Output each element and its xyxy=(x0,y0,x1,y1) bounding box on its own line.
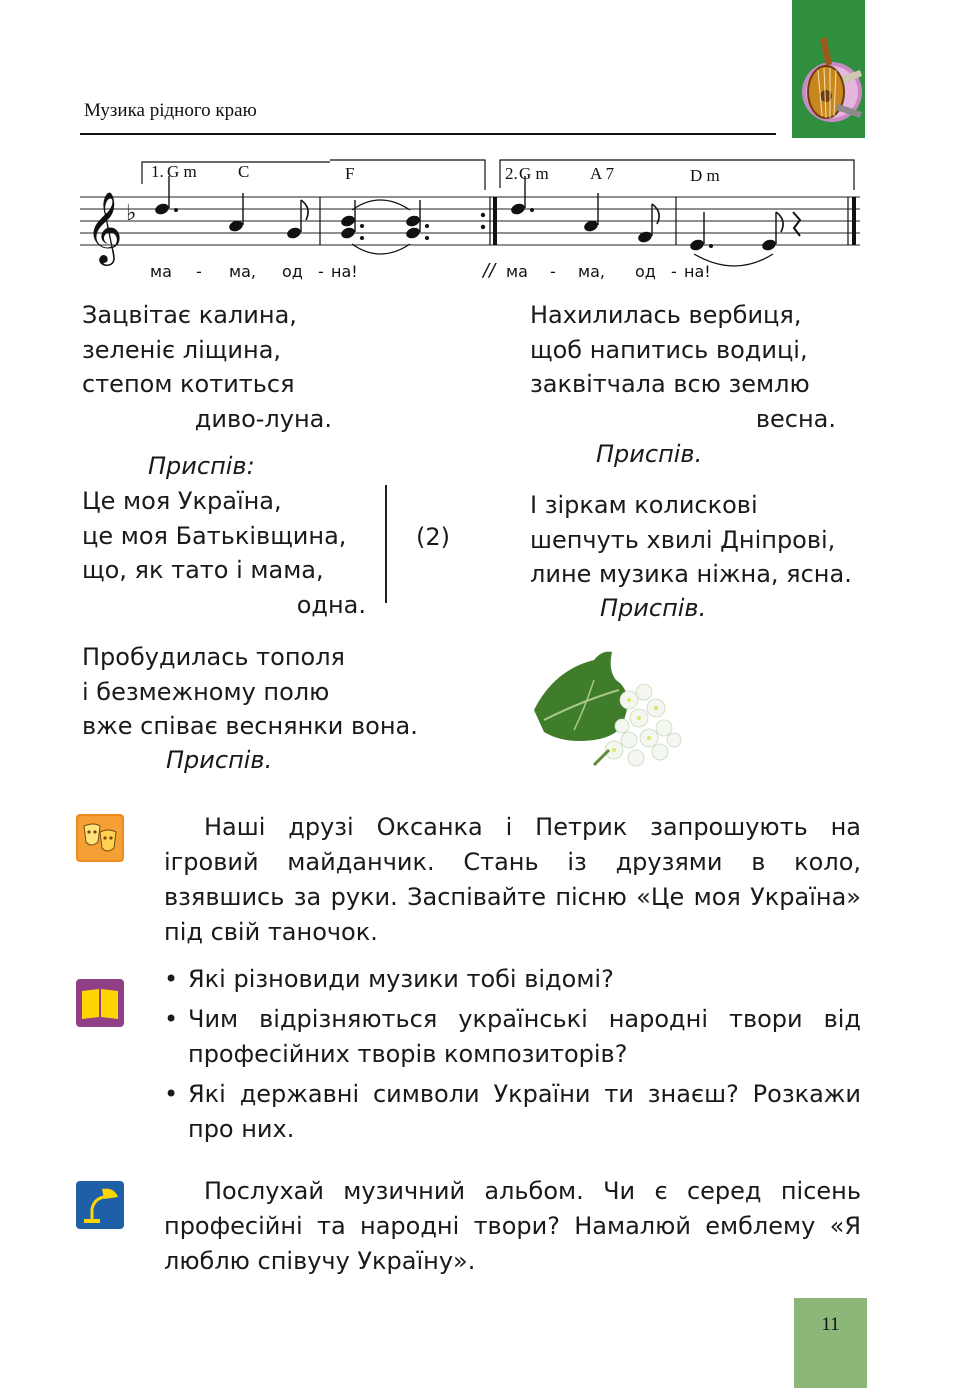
viburnum-flower-icon xyxy=(524,640,694,780)
lyric-syllable: од xyxy=(635,262,656,281)
corner-badge xyxy=(792,0,865,138)
chorus-line: що, як тато і мама, xyxy=(82,556,324,584)
chord-f: F xyxy=(345,164,355,183)
chord-a7: A 7 xyxy=(590,164,615,183)
page-header-title: Музика рідного краю xyxy=(84,100,257,121)
homework-text: Послухай музичний альбом. Чи є серед пісень професійні та народні твори? Намалюй емблему «Я люблю співучу Україну». xyxy=(164,1177,861,1275)
bandura-icon xyxy=(792,0,865,138)
verse-line: І зіркам колискові xyxy=(530,491,758,519)
verse-line: щоб напитись водиці, xyxy=(530,335,808,364)
questions-list xyxy=(164,962,861,1147)
lamp-icon xyxy=(74,1179,126,1231)
verse-3 xyxy=(530,488,890,592)
volta-2-label: 2. xyxy=(505,164,518,183)
chorus-block xyxy=(82,484,366,622)
chorus-reference: Приспів. xyxy=(596,440,703,468)
lyric-syllable: ма xyxy=(150,262,172,281)
chord-dm: D m xyxy=(690,166,720,185)
verse-line: і безмежному полю xyxy=(82,677,330,706)
chorus-line: Це моя Україна, xyxy=(82,487,282,515)
treble-clef-icon: 𝄞 xyxy=(86,190,123,263)
header-divider xyxy=(80,133,776,135)
lyric-syllable: - xyxy=(196,262,202,281)
verse-line: вже співає веснянки вона. xyxy=(82,712,418,740)
verse-line: Нахилилась вербиця, xyxy=(530,301,802,329)
lyric-syllable: - xyxy=(318,262,324,281)
chord-gm-1: G m xyxy=(167,162,197,181)
verse-line: зеленіє ліщина, xyxy=(82,335,282,364)
verse-1 xyxy=(82,298,332,436)
verse-line: Зацвітає калина, xyxy=(82,301,297,329)
volta-1-label: 1. xyxy=(151,162,164,181)
page-number-box xyxy=(794,1298,867,1388)
verse-line: Пробудилась тополя xyxy=(82,643,345,671)
repeat-bracket xyxy=(385,485,387,603)
lyric-syllable: ма, xyxy=(578,262,605,281)
lyric-syllable: - xyxy=(550,262,556,281)
list-item: • Які різновиди музики тобі відомі? xyxy=(164,965,614,993)
activity-text: Наші друзі Оксанка і Петрик запрошують на ігровий майданчик. Стань із друзями в коло, взявшись за руки. Заспівайте пісню «Це моя Україна» під свій таночок. xyxy=(164,813,861,946)
list-item: • Чим відрізняються українські народні твори від професійних творів композиторів? xyxy=(164,1005,861,1068)
verse-4 xyxy=(82,640,462,744)
verse-2 xyxy=(530,298,836,436)
verse-line: степом котиться xyxy=(82,370,295,398)
verse-line: весна. xyxy=(755,404,836,433)
chord-gm-2: G m xyxy=(519,164,549,183)
book-icon xyxy=(74,977,126,1029)
verse-line: заквітчала всю землю xyxy=(530,370,810,398)
lyric-syllable: на! xyxy=(331,262,358,281)
flat-sign-icon: ♭ xyxy=(126,201,137,226)
lyric-syllable: - xyxy=(671,262,677,281)
page-number: 11 xyxy=(821,1314,840,1335)
verse-line: шепчуть хвилі Дніпрові, xyxy=(530,525,836,554)
verse-line: лине музика ніжна, ясна. xyxy=(530,560,852,588)
chorus-reference: Приспів. xyxy=(166,746,273,774)
repeat-count: (2) xyxy=(416,523,450,551)
lyric-syllable: ма xyxy=(506,262,528,281)
theatre-masks-icon xyxy=(74,812,126,864)
lyric-repeat-mark: // xyxy=(483,260,496,281)
lyric-syllable: на! xyxy=(684,262,711,281)
chorus-label: Приспів: xyxy=(148,452,255,480)
verse-line: диво-луна. xyxy=(194,404,332,433)
chorus-line: одна. xyxy=(296,590,366,619)
chorus-reference: Приспів. xyxy=(600,594,707,622)
list-item: • Які державні символи України ти знаєш? Розкажи про них. xyxy=(164,1080,861,1143)
lyric-syllable: ма, xyxy=(229,262,256,281)
chorus-line: це моя Батьківщина, xyxy=(82,521,347,550)
lyric-syllable: од xyxy=(282,262,303,281)
chord-c: C xyxy=(238,162,250,181)
